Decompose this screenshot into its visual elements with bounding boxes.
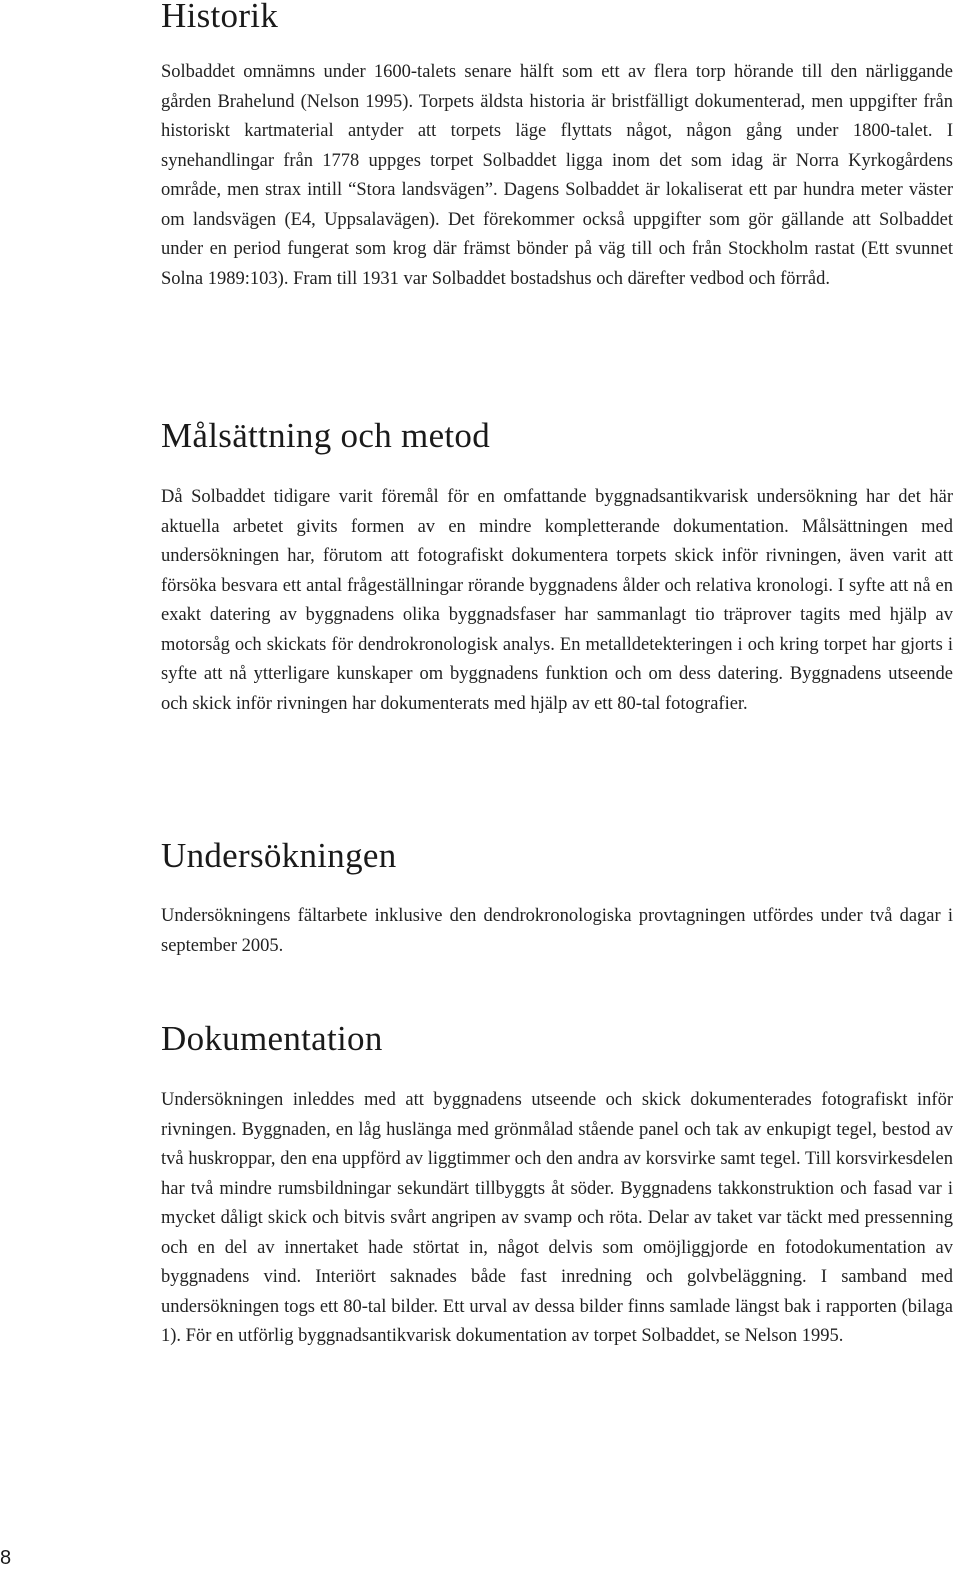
page-number: 8 xyxy=(0,1547,12,1569)
heading-malsattning-och-metod: Målsättning och metod xyxy=(161,416,491,455)
paragraph-dokumentation: Undersökningen inleddes med att byggnadens utseende och skick dokumenterades fotografiskt inför rivningen. Byggnaden, en låg huslänga med grönmålad stående panel och tak av enkupigt tegel, bestod av två huskroppar, den ena uppförd av liggtimmer och den andra av korsvirke samt tegel. Till korsvirkesdelen har två mindre rumsbildningar sekundärt tillbyggts åt söder. Byggnadens takkonstruktion och fasad var i mycket dåligt skick och bitvis svårt angripen av svamp och röta. Delar av taket var täckt med pressenning och en del av innertaket hade störtat in, något delvis som omöjliggjorde en fotodokumentation av byggnadens vind. Interiört saknades både fast inredning och golvbeläggning. I samband med undersökningen togs ett 80-tal bilder. Ett urval av dessa bilder finns samlade längst bak i rapporten (bilaga 1). För en utförlig byggnadsantikvarisk dokumentation av torpet Solbaddet, se Nelson 1995. xyxy=(161,1090,953,1346)
heading-dokumentation: Dokumentation xyxy=(161,1019,383,1058)
paragraph-malsattning-och-metod: Då Solbaddet tidigare varit föremål för en omfattande byggnadsantikvarisk undersökning har det här aktuella arbetet givits formen av en mindre kompletterande dokumentation. Målsättningen med undersökningen har, förutom att fotografiskt dokumentera torpets skick inför rivningen, även varit att försöka besvara ett antal frågeställningar rörande byggnadens ålder och relativa kronologi. I syfte att nå en exakt datering av byggnadens olika byggnadsfaser har sammanlagt tio träprover tagits med hjälp av motorsåg och skickats för dendrokronologisk analys. En metalldetekteringen i och kring torpet har gjorts i syfte att nå ytterligare kunskaper om byggnadens funktion och om dess datering. Byggnadens utseende och skick inför rivningen har dokumenterats med hjälp av ett 80-tal fotografier. xyxy=(161,487,953,714)
section-dokumentation xyxy=(161,1019,953,1352)
section-undersokningen xyxy=(161,836,953,961)
section-historik xyxy=(161,0,953,294)
paragraph-historik: Solbaddet omnämns under 1600-talets senare hälft som ett av flera torp hörande till den närliggande gården Brahelund (Nelson 1995). Torpets äldsta historia är bristfälligt dokumenterad, men uppgifter från historiskt kartmaterial antyder att torpets läge flyttats något, någon gång under 1800-talet. I synehandlingar från 1778 uppges torpet Solbaddet ligga inom det som idag är Norra Kyrkogårdens område, men strax intill “Stora landsvägen”. Dagens Solbaddet är lokaliserat ett par hundra meter väster om landsvägen (E4, Uppsalavägen). Det förekommer också uppgifter som gör gällande att Solbaddet under en period fungerat som krog där främst bönder på väg till och från Stockholm rastat (Ett svunnet Solna 1989:103). Fram till 1931 var Solbaddet bostadshus och därefter vedbod och förråd. xyxy=(161,62,953,289)
paragraph-undersokningen: Undersökningens fältarbete inklusive den dendrokronologiska provtagningen utfördes under två dagar i september 2005. xyxy=(161,906,953,956)
section-malsattning-och-metod xyxy=(161,416,953,719)
heading-historik: Historik xyxy=(161,0,279,35)
heading-undersokningen: Undersökningen xyxy=(161,836,397,875)
